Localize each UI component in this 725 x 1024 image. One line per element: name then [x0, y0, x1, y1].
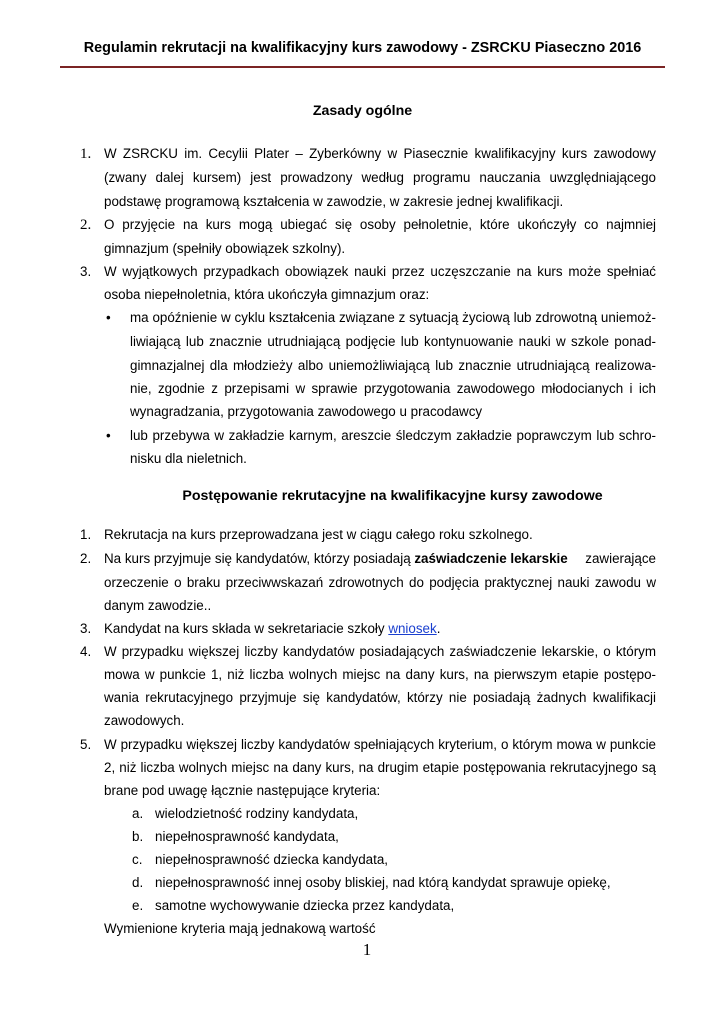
list-item-line: [104, 621, 440, 636]
section-title-recruitment: Postępowanie rekrutacyjne na kwalifikacyjne kursy zawodowe: [182, 488, 603, 504]
bullet-line: nisku dla nieletnich.: [130, 451, 247, 466]
list-marker: 4.: [80, 644, 92, 659]
criteria-marker: e.: [132, 898, 144, 913]
bullet-marker: •: [106, 310, 111, 325]
item2-text-pre: Na kurs przyjmuje się kandydatów, którzy posiadają: [104, 551, 415, 566]
criteria-item: niepełnosprawność innej osoby bliskiej, nad którą kandydat sprawuje opiekę,: [155, 875, 611, 890]
list-item-line: O przyjęcie na kurs mogą ubiegać się osoby pełnoletnie, które ukończyły co najmniej: [104, 217, 656, 232]
list-item-line: osoba niepełnoletnia, która ukończyła gimnazjum oraz:: [104, 287, 430, 302]
list-item-line: W przypadku większej liczby kandydatów spełniających kryterium, o którym mowa w punkcie: [104, 737, 656, 752]
list-item-line: W ZSRCKU im. Cecylii Plater – Zyberkówny w Piasecznie kwalifikacyjny kurs zawodowy: [104, 146, 656, 161]
header-rule: [60, 66, 665, 68]
criteria-marker: d.: [132, 875, 144, 890]
list-item-line: brane pod uwagę łącznie następujące kryteria:: [104, 783, 381, 798]
criteria-item: samotne wychowywanie dziecka przez kandydata,: [155, 898, 455, 913]
list-item-line: 2, niż liczba wolnych miejsc na dany kurs, na drugim etapie postępowania rekrutacyjnego są: [104, 760, 656, 775]
bullet-line: wynagradzania, przygotowania zawodowego u pracodawcy: [130, 404, 483, 419]
criteria-marker: a.: [132, 806, 144, 821]
list-marker: 2.: [80, 551, 92, 566]
item2-text-post: zawierające: [581, 551, 656, 566]
list-item-line: (zwany dalej kursem) jest prowadzony według programu nauczania uwzględniającego: [104, 170, 656, 185]
application-link[interactable]: wniosek: [388, 621, 437, 636]
medical-certificate-bold: zaświadczenie lekarskie: [414, 551, 568, 566]
bullet-line: lub przebywa w zakładzie karnym, areszcie śledczym zakładzie poprawczym lub schro-: [130, 428, 656, 443]
criteria-marker: c.: [132, 852, 143, 867]
list-marker: 1.: [80, 527, 92, 542]
list-marker: 2.: [80, 217, 92, 233]
list-item-line: wania rekrutacyjnego przyjmuje się kandydatów, którzy nie posiadają żadnych kwalifikacji: [104, 690, 656, 705]
criteria-item: wielodzietność rodziny kandydata,: [155, 806, 359, 821]
section-title-general: Zasady ogólne: [312, 103, 413, 119]
list-item-line: Rekrutacja na kurs przeprowadzana jest w ciągu całego roku szkolnego.: [104, 527, 533, 542]
list-item-line: podstawę programową kształcenia w zawodzie, w zakresie jednej kwalifikacji.: [104, 194, 564, 209]
closing-line: Wymienione kryteria mają jednakową wartość: [104, 921, 376, 936]
page-number: 1: [362, 940, 372, 959]
list-item-line: [104, 551, 656, 566]
bullet-line: nie, zgodnie z przepisami w sprawie przygotowania zawodowego młodocianych i ich: [130, 381, 656, 396]
list-marker: 3.: [80, 621, 92, 636]
list-item-line: mowa w punkcie 1, niż liczba wolnych miejsc na dany kurs, na pierwszym etapie postępo-: [104, 667, 656, 682]
criteria-marker: b.: [132, 829, 144, 844]
bullet-line: ma opóźnienie w cyklu kształcenia związane z sytuacją życiową lub zdrowotną uniemoż-: [130, 310, 656, 325]
item3-text-pre: Kandydat na kurs składa w sekretariacie szkoły: [104, 621, 389, 636]
list-marker: 3.: [80, 264, 92, 279]
list-item-line: W przypadku większej liczby kandydatów posiadających zaświadczenie lekarskie, o którym: [104, 644, 656, 659]
list-marker: 5.: [80, 737, 92, 752]
list-item-line: orzeczenie o braku przeciwwskazań zdrowotnych do podjęcia praktycznej nauki zawodu w: [104, 575, 656, 590]
bullet-line: gimnazjalnej dla młodzieży albo uniemożliwiającą lub znacznie utrudniającą realizowa-: [130, 358, 656, 373]
page-header-title: Regulamin rekrutacji na kwalifikacyjny kurs zawodowy - ZSRCKU Piaseczno 2016: [83, 40, 642, 56]
list-item-line: zawodowych.: [104, 713, 185, 728]
item3-text-post: .: [436, 621, 441, 636]
criteria-item: niepełnosprawność kandydata,: [155, 829, 339, 844]
list-item-line: gimnazjum (spełniły obowiązek szkolny).: [104, 241, 346, 256]
list-marker: 1.: [80, 146, 92, 162]
criteria-item: niepełnosprawność dziecka kandydata,: [155, 852, 388, 867]
list-item-line: danym zawodzie..: [104, 598, 212, 613]
bullet-line: liwiającą lub znacznie utrudniającą podjęcie lub kontynuowanie nauki w szkole ponad-: [130, 334, 656, 349]
list-item-line: W wyjątkowych przypadkach obowiązek nauki przez uczęszczanie na kurs może spełniać: [104, 264, 656, 279]
bullet-marker: •: [106, 428, 111, 443]
